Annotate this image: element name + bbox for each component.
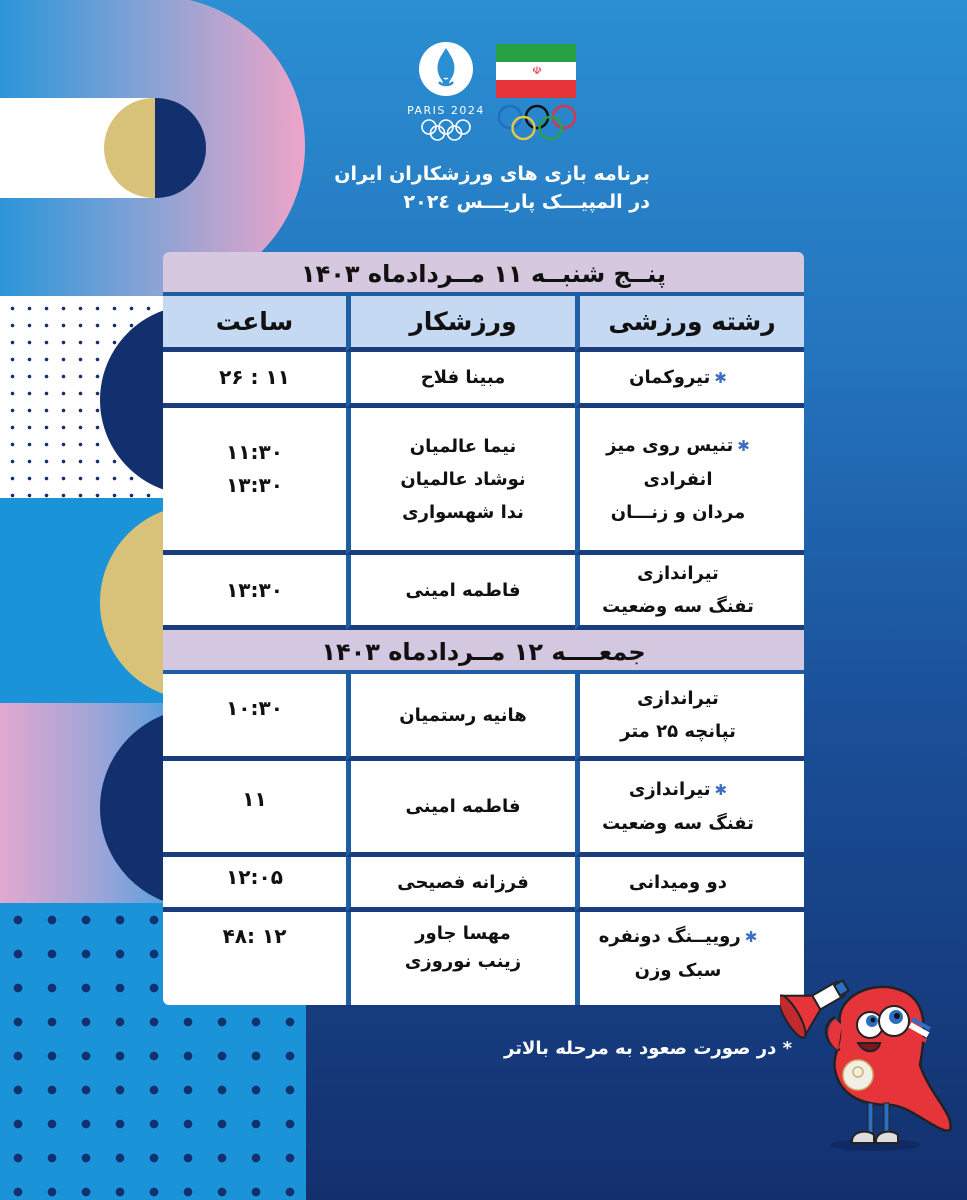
- sport-detail: سبک وزن: [634, 960, 722, 981]
- time-value: ۱۳:۳۰: [226, 473, 283, 497]
- athlete-cell: [346, 912, 575, 1005]
- column-header-athlete: ورزشکار: [346, 296, 575, 352]
- star-icon: ✱: [714, 368, 727, 387]
- iran-flag-icon: [496, 44, 576, 98]
- athlete-cell: [346, 857, 575, 912]
- time-cell: [163, 857, 346, 912]
- paris-2024-logo: [400, 40, 492, 145]
- time-value: ۱۲ :۴۸: [222, 924, 287, 948]
- olympic-rings-small-icon: [420, 119, 472, 141]
- time-value: ۱۱: [242, 787, 267, 811]
- paris-2024-flame-icon: [419, 42, 473, 96]
- athlete-name: ندا شهسواری: [402, 501, 524, 523]
- athlete-name: هانیه رستمیان: [399, 704, 527, 726]
- day-header-thursday: پنــج شنبــه ۱۱ مــردادماه ۱۴۰۳: [163, 252, 804, 296]
- column-header-row: [163, 296, 804, 352]
- athlete-cell: [346, 352, 575, 408]
- sport-name: دو ومیدانی: [629, 871, 727, 893]
- paris-2024-text: PARIS 2024: [407, 104, 485, 117]
- sport-detail: مردان و زنـــان: [610, 502, 746, 523]
- sport-cell: [575, 857, 804, 912]
- athlete-cell: [346, 408, 575, 555]
- sport-detail: انفرادی: [643, 469, 713, 490]
- sport-name: تیراندازی: [637, 688, 719, 709]
- time-value: ۱۰:۳۰: [226, 696, 283, 720]
- time-cell: [163, 555, 346, 630]
- column-header-time: ساعت: [163, 296, 346, 352]
- athlete-name: نیما عالمیان: [409, 435, 517, 457]
- sport-detail: تفنگ سه وضعیت: [602, 596, 754, 617]
- sport-cell: [575, 352, 804, 408]
- sport-name: روییــنگ دونفره: [598, 926, 741, 947]
- athlete-name: فرزانه فصیحی: [397, 871, 529, 893]
- table-row: [163, 857, 804, 912]
- table-row: [163, 555, 804, 630]
- time-value: ۱۱ : ۲۶: [219, 365, 290, 389]
- time-cell: [163, 674, 346, 761]
- table-row: [163, 912, 804, 1005]
- sport-name: تنیس روی میز: [606, 435, 734, 456]
- page-title: [320, 160, 650, 216]
- day-header-friday: جمعــــه ۱۲ مــردادماه ۱۴۰۳: [163, 630, 804, 674]
- schedule-table: [163, 252, 804, 1005]
- sport-cell: [575, 674, 804, 761]
- time-value: ۱۲:۰۵: [226, 865, 283, 889]
- title-line-1: برنامه بازی های ورزشکاران ایران: [334, 163, 650, 185]
- sport-name: تیراندازی: [628, 779, 711, 800]
- table-row: [163, 674, 804, 761]
- time-cell: [163, 408, 346, 555]
- athlete-name: مهسا جاور: [415, 923, 511, 944]
- athlete-cell: [346, 555, 575, 630]
- time-cell: [163, 761, 346, 857]
- athlete-cell: [346, 674, 575, 761]
- athlete-name: مبینا فلاح: [420, 367, 506, 388]
- athlete-name: فاطمه امینی: [405, 796, 521, 817]
- time-cell: [163, 912, 346, 1005]
- iran-emblem-icon: ☫: [532, 64, 542, 77]
- athlete-name: فاطمه امینی: [405, 579, 521, 601]
- column-header-sport: رشته ورزشی: [575, 296, 804, 352]
- sport-detail: تپانچه ۲۵ متر: [620, 721, 736, 742]
- phryge-mascot-icon: [780, 955, 960, 1155]
- sport-cell: [575, 555, 804, 630]
- table-row: [163, 352, 804, 408]
- athlete-name: نوشاد عالمیان: [400, 468, 526, 490]
- athlete-name: زینب نوروزی: [404, 951, 522, 972]
- sport-name: تیروکمان: [629, 366, 711, 388]
- footnote-text: * در صورت صعود به مرحله بالاتر: [504, 1038, 792, 1059]
- table-row: [163, 408, 804, 555]
- athlete-cell: [346, 761, 575, 857]
- time-value: ۱۳:۳۰: [226, 577, 283, 602]
- sport-name: تیراندازی: [637, 563, 719, 584]
- star-icon: ✱: [714, 781, 728, 799]
- sport-cell: [575, 408, 804, 555]
- time-cell: [163, 352, 346, 408]
- table-row: [163, 761, 804, 857]
- time-value: ۱۱:۳۰: [226, 440, 283, 464]
- olympic-rings-icon: [497, 104, 577, 142]
- sport-detail: تفنگ سه وضعیت: [602, 813, 754, 834]
- title-line-2: در المپیـــک پاریـــس ۲۰۲٤: [403, 191, 650, 213]
- sport-cell: [575, 912, 804, 1005]
- sport-cell: [575, 761, 804, 857]
- star-icon: ✱: [737, 437, 750, 455]
- star-icon: ✱: [744, 928, 758, 946]
